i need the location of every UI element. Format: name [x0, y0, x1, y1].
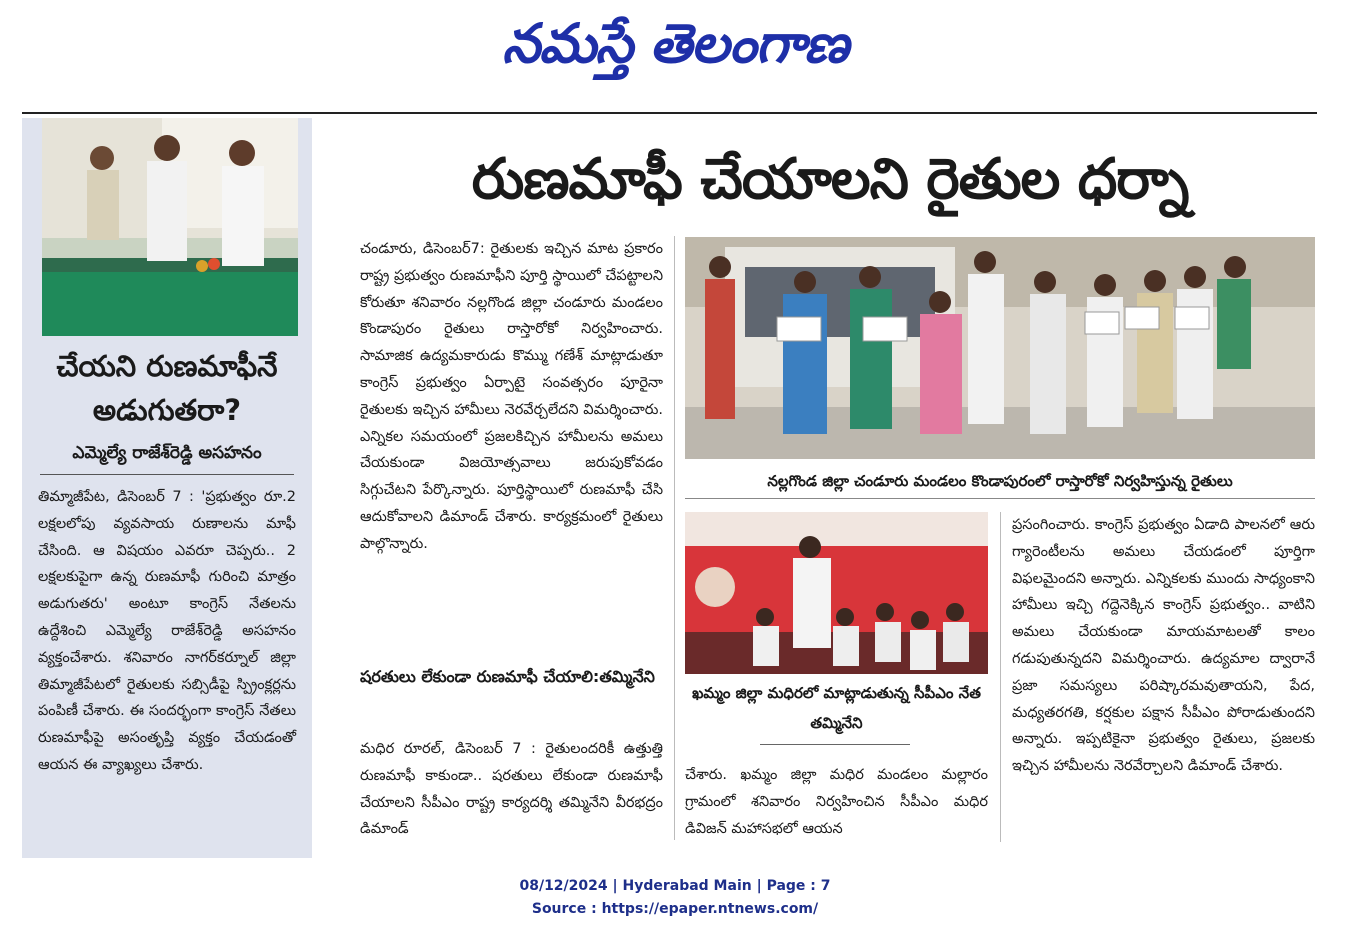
sidebar-photo: [42, 118, 298, 336]
top-rule: [22, 112, 1317, 114]
column-divider: [674, 236, 675, 840]
sidebar-body: తిమ్మాజీపేట, డిసెంబర్ 7 : 'ప్రభుత్వం రూ.2 లక్షలలోపు వ్యవసాయ రుణాలను మాఫీ చేసింది. ఆ విషయం ఎవరూ చెప్పరు.. 2 లక్షలకుపైగా ఉన్న రుణమాఫీ గురించి మాత్రం అడుగుతరు' అంటూ కాంగ్రెస్ నేతలను ఉద్దేశించి ఎమ్మెల్యే రాజేశ్‌రెడ్డి అసహనం వ్యక్తంచేశారు. శనివారం నాగర్‌కర్నూల్ జిల్లా తిమ్మాజీపేటలో రైతులకు సబ్సిడీపై స్ప్రింక్లర్లను పంపిణీ చేశారు. ఈ సందర్భంగా కాంగ్రెస్ నేతలు రుణమాఫీపై అసంతృప్తి వ్యక్తం చేయడంతో ఆయన ఈ వ్యాఖ్యలు చేశారు.: [38, 489, 296, 773]
story2-body-col3: ప్రసంగించారు. కాంగ్రెస్ ప్రభుత్వం ఏడాది పాలనలో ఆరు గ్యారెంటీలను అమలు చేయడంలో పూర్తిగా విఫలమైందని అన్నారు. ఎన్నికలకు ముందు సాధ్యంకాని హామీలు ఇచ్చి గద్దెనెక్కిన కాంగ్రెస్ ప్రభుత్వం.. వాటిని అమలు చేయకుండా మాయమాటలతో కాలం గడుపుతున్నదని విమర్శించారు. ఉద్యమాల ద్వారానే ప్రజా సమస్యలు పరిష్కారమవుతాయని, పేద, మధ్యతరగతి, కర్షకుల పక్షాన సీపీఎం పోరాడుతుందని అన్నారు. ఇప్పటికైనా ప్రభుత్వం రైతులు, ప్రజలకు ఇచ్చిన హామీలను నెరవేర్చాలని డిమాండ్ చేశారు.: [1012, 517, 1315, 775]
footer-source: Source : https://epaper.ntnews.com/: [531, 901, 819, 917]
sidebar-divider: [40, 474, 294, 475]
main-headline: రుణమాఫీ చేయాలని రైతుల ధర్నా: [471, 147, 1189, 212]
caption-divider: [685, 498, 1315, 499]
sidebar-headline-line1: చేయని రుణమాఫీనే: [56, 349, 278, 383]
story1-body: చండూరు, డిసెంబర్7: రైతులకు ఇచ్చిన మాట ప్రకారం రాష్ట్ర ప్రభుత్వం రుణమాఫీని పూర్తి స్థాయిలో చేపట్టాలని కోరుతూ శనివారం నల్లగొండ జిల్లా చండూరు మండలం కొండాపురం రైతులు రాస్తారోకో నిర్వహించారు. సామాజిక ఉద్యమకారుడు కొమ్ము గణేశ్ మాట్లాడుతూ కాంగ్రెస్ ప్రభుత్వం ఏర్పాటై సంవత్సరం పూరైనా రైతులకు ఇచ్చిన హామీలు నెరవేర్చలేదని విమర్శించారు. ఎన్నికల సమయంలో ప్రజలకిచ్చిన హామీలను అమలు చేయకుండా విజయోత్సవాలు జరుపుకోవడం సిగ్గుచేటని పేర్కొన్నారు. పూర్తిస్థాయిలో రుణమాఫీ చేసి ఆదుకోవాలని డిమాండ్ చేశారు. కార్యక్రమంలో రైతులు పాల్గొన్నారు.: [360, 241, 663, 552]
photo2-caption: ఖమ్మం జిల్లా మధిరలో మాట్లాడుతున్న సీపీఎం నేత తమ్మినేని: [692, 684, 981, 732]
sidebar-headline-line2: అడుగుతరా?: [92, 393, 242, 427]
column-divider: [1000, 512, 1001, 842]
caption-divider: [760, 744, 910, 745]
cpm-meeting-photo: [685, 512, 988, 674]
farmers-protest-photo: [685, 237, 1315, 459]
sidebar-subhead: ఎమ్మెల్యే రాజేశ్‌రెడ్డి అసహనం: [72, 443, 262, 463]
photo1-caption: నల్లగొండ జిల్లా చండూరు మండలం కొండాపురంలో రాస్తారోకో నిర్వహిస్తున్న రైతులు: [767, 472, 1233, 490]
masthead-title: నమస్తే తెలంగాణ: [502, 12, 848, 75]
story2-body-col2: చేశారు. ఖమ్మం జిల్లా మధిర మండలం మల్లారం గ్రామంలో శనివారం నిర్వహించిన సీపీఎం మధిర డివిజన్ మహాసభలో ఆయన: [685, 767, 988, 837]
story2-body-col1: మధిర రూరల్, డిసెంబర్ 7 : రైతులందరికీ ఉత్తుత్తి రుణమాఫీ కాకుండా.. షరతులు లేకుండా రుణమాఫీ చేయాలని సీపీఎం రాష్ట్ర కార్యదర్శి తమ్మినేని వీరభద్రం డిమాండ్: [360, 741, 663, 838]
footer-dateline: 08/12/2024 | Hyderabad Main | Page : 7: [519, 878, 831, 894]
story2-subhead: షరతులు లేకుండా రుణమాఫీ చేయాలి:తమ్మినేని: [360, 667, 655, 686]
